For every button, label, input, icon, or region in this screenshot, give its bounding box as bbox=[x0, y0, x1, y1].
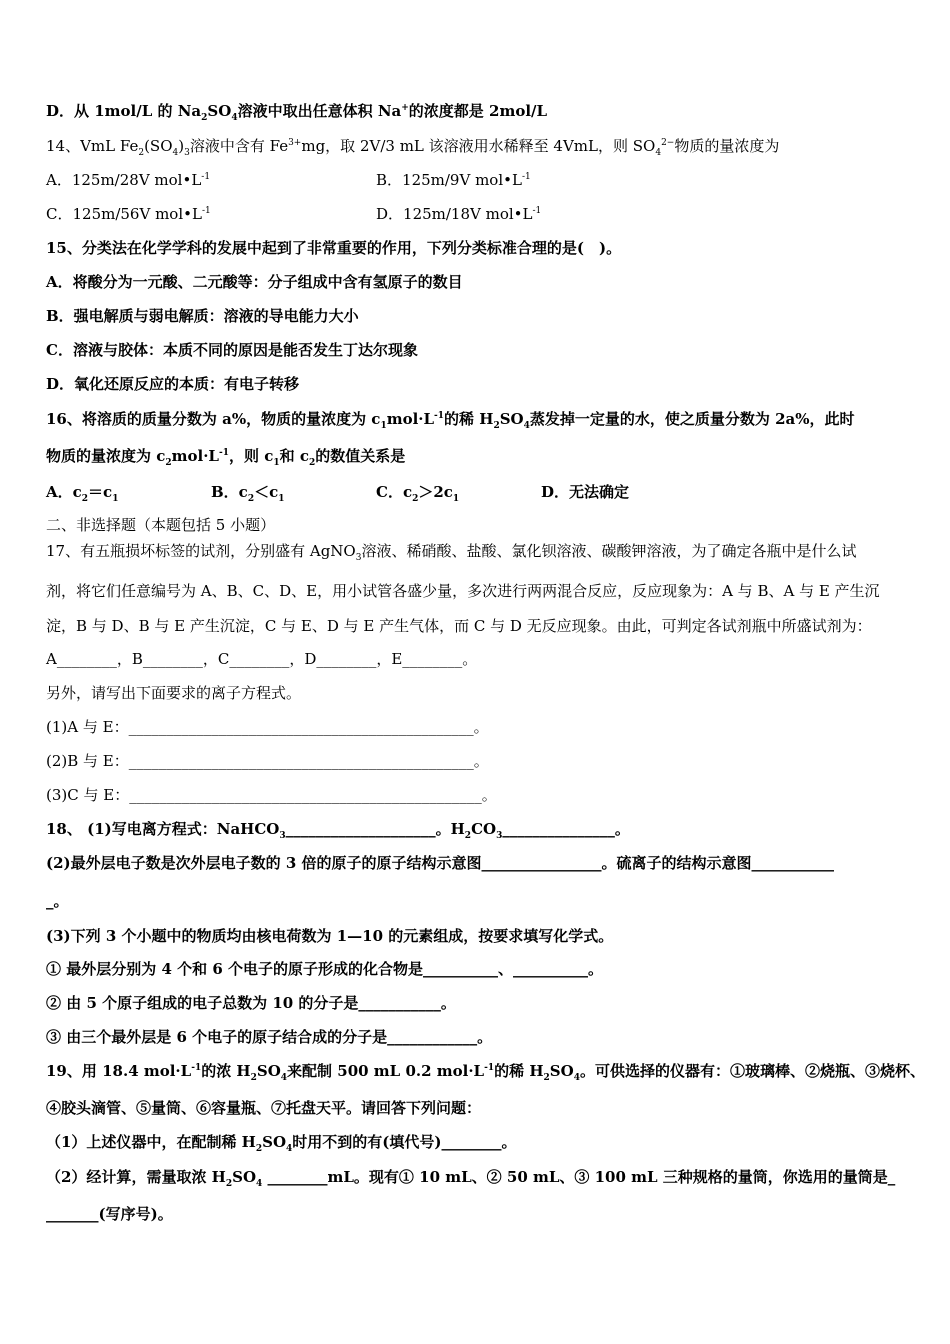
text-run: 另外，请写出下面要求的离子方程式。 bbox=[46, 684, 302, 702]
text-run: 15、分类法在化学学科的发展中起到了非常重要的作用，下列分类标准合理的是( )。 bbox=[46, 239, 622, 257]
text-run: SO bbox=[549, 1062, 574, 1080]
text-run: C．c bbox=[376, 483, 413, 501]
q17-stem-2 bbox=[46, 581, 910, 601]
text-run: D．从 1mol/L 的 Na bbox=[46, 102, 202, 120]
supscript: -1 bbox=[484, 1063, 495, 1073]
subscript: 2 bbox=[412, 494, 419, 504]
text-run: 溶液、稀硝酸、盐酸、氯化钡溶液、碳酸钾溶液，为了确定各瓶中是什么试 bbox=[361, 542, 857, 560]
q16-stem-1 bbox=[46, 409, 910, 429]
text-run: 14、VmL Fe bbox=[46, 137, 139, 155]
text-run: 18、 (1)写电离方程式：NaHCO bbox=[46, 820, 280, 838]
supscript: -1 bbox=[434, 411, 445, 421]
supscript: 2− bbox=[661, 138, 675, 148]
text-run: （1）上述仪器中，在配制稀 H bbox=[46, 1133, 256, 1151]
option-a bbox=[46, 204, 211, 224]
option-d bbox=[541, 482, 629, 502]
text-run: ① 最外层分别为 4 个和 6 个电子的原子形成的化合物是__________、__________。 bbox=[46, 960, 603, 978]
text-run: 的数值关系是 bbox=[315, 447, 406, 465]
text-run: 物质的量浓度为 bbox=[674, 137, 780, 155]
text-run: SO bbox=[256, 1062, 281, 1080]
text-run: A．将酸分为一元酸、二元酸等：分子组成中含有氢原子的数目 bbox=[46, 273, 463, 291]
subscript: 2 bbox=[225, 1179, 233, 1189]
supscript: -1 bbox=[201, 172, 211, 182]
option-a bbox=[46, 482, 118, 502]
text-run: 淀，B 与 D、B 与 E 产生沉淀，C 与 E、D 与 E 产生气体，而 C 与 D 无反应现象。由此，可判定各试剂瓶中所盛试剂为： bbox=[46, 617, 872, 635]
text-run: 。可供选择的仪器有：①玻璃棒、②烧瓶、③烧杯、 bbox=[579, 1062, 925, 1080]
text-run: 的稀 H bbox=[444, 410, 494, 428]
text-run: (3)下列 3 个小题中的物质均由核电荷数为 1—10 的元素组成，按要求填写化学式。 bbox=[46, 927, 614, 945]
text-run: B．c bbox=[211, 483, 248, 501]
text-run: 19、用 18.4 mol·L bbox=[46, 1062, 192, 1080]
text-run: mg，取 2V/3 mL 该溶液用水稀释至 4VmL，则 SO bbox=[301, 137, 656, 155]
text-run: A．c bbox=[46, 483, 82, 501]
q19-part-2 bbox=[46, 1167, 910, 1187]
q18-part-3-1 bbox=[46, 959, 910, 979]
text-run: C．溶液与胶体：本质不同的原因是能否发生丁达尔现象 bbox=[46, 341, 418, 359]
q19-stem-2 bbox=[46, 1098, 910, 1118]
subscript: 3 bbox=[184, 148, 190, 158]
subscript: 1 bbox=[380, 421, 387, 431]
q19-part-1 bbox=[46, 1132, 910, 1152]
subscript: 3 bbox=[355, 553, 362, 563]
section-2-heading bbox=[46, 515, 910, 535]
q18-part-3-2 bbox=[46, 993, 910, 1013]
text-run: ＜c bbox=[254, 483, 279, 501]
text-run: B．强电解质与弱电解质：溶液的导电能力大小 bbox=[46, 307, 359, 325]
text-run: ③ 由三个最外层是 6 个电子的原子结合成的分子是____________。 bbox=[46, 1028, 493, 1046]
q18-part-3-3 bbox=[46, 1027, 910, 1047]
subscript: 4 bbox=[280, 1073, 288, 1083]
text-run: 16、将溶质的质量分数为 a%，物质的量浓度为 c bbox=[46, 410, 381, 428]
q17-blanks bbox=[46, 649, 910, 669]
subscript: 3 bbox=[279, 831, 286, 841]
text-run: (2)最外层电子数是次外层电子数的 3 倍的原子的原子结构示意图________________。硫离子的结构示意图___________ bbox=[46, 854, 835, 872]
q15-option-b bbox=[46, 306, 910, 326]
text-run: 溶液中取出任意体积 Na bbox=[237, 102, 402, 120]
text-run: 时用不到的有(填代号)________。 bbox=[292, 1133, 517, 1151]
text-run: SO bbox=[232, 1168, 257, 1186]
text-run: _。 bbox=[46, 892, 69, 910]
text-run: 物质的量浓度为 c bbox=[46, 447, 166, 465]
text-run: _______________。 bbox=[502, 820, 630, 838]
q15-option-d bbox=[46, 374, 910, 394]
option-b bbox=[211, 482, 284, 502]
text-run: ) bbox=[178, 137, 185, 155]
text-run: 剂，将它们任意编号为 A、B、C、D、E，用小试管各盛少量，多次进行两两混合反应，反应现象为：A 与 B、A 与 E 产生沉 bbox=[46, 582, 880, 600]
text-run: ____________________。H bbox=[285, 820, 465, 838]
q19-stem-1 bbox=[46, 1061, 925, 1083]
text-run: CO bbox=[471, 820, 497, 838]
q15-option-a bbox=[46, 272, 910, 292]
q16-stem-2 bbox=[46, 446, 910, 466]
text-run: (2)B 与 E：______________________________________________。 bbox=[46, 752, 489, 770]
subscript: 2 bbox=[543, 1073, 550, 1083]
text-run: 的浓 H bbox=[201, 1062, 251, 1080]
text-run: D．125m/18V mol•L bbox=[376, 205, 533, 223]
subscript: 2 bbox=[247, 494, 255, 504]
q17-ionic-prompt bbox=[46, 683, 910, 703]
text-run: SO bbox=[499, 410, 524, 428]
q18-part-2-end bbox=[46, 891, 910, 911]
q18-part-2 bbox=[46, 853, 910, 873]
text-run: 17、有五瓶损坏标签的试剂，分别盛有 AgNO bbox=[46, 542, 356, 560]
q18-part-1 bbox=[46, 819, 910, 839]
q15-stem bbox=[46, 238, 910, 258]
q17-stem-1 bbox=[46, 541, 910, 561]
subscript: 1 bbox=[278, 494, 285, 504]
text-run: ④胶头滴管、⑤量筒、⑥容量瓶、⑦托盘天平。请回答下列问题： bbox=[46, 1099, 482, 1117]
option-b bbox=[376, 170, 531, 190]
subscript: 4 bbox=[286, 1144, 293, 1154]
text-run: ② 由 5 个原子组成的电子总数为 10 的分子是___________。 bbox=[46, 994, 456, 1012]
text-run: 溶液中含有 Fe bbox=[189, 137, 289, 155]
subscript: 4 bbox=[655, 148, 662, 158]
text-run: B．125m/9V mol•L bbox=[376, 171, 522, 189]
q15-option-c bbox=[46, 340, 910, 360]
text-run: ＞2c bbox=[418, 483, 453, 501]
q17-part-2 bbox=[46, 751, 910, 771]
text-run: D．无法确定 bbox=[541, 483, 630, 501]
subscript: 2 bbox=[308, 458, 316, 468]
q13-option-d bbox=[46, 101, 910, 121]
text-run: 的稀 H bbox=[494, 1062, 544, 1080]
text-run: （2）经计算，需量取浓 H bbox=[46, 1168, 226, 1186]
option-c bbox=[376, 482, 459, 502]
text-run: 的浓度都是 2mol/L bbox=[408, 102, 548, 120]
q17-part-1 bbox=[46, 717, 910, 737]
subscript: 2 bbox=[81, 494, 89, 504]
supscript: -1 bbox=[201, 206, 211, 216]
subscript: 4 bbox=[256, 1179, 263, 1189]
text-run: ＝c bbox=[88, 483, 113, 501]
text-run: SO bbox=[262, 1133, 287, 1151]
text-run: (SO bbox=[144, 137, 173, 155]
q17-stem-3 bbox=[46, 616, 910, 636]
q17-part-3 bbox=[46, 785, 910, 805]
subscript: 2 bbox=[255, 1144, 263, 1154]
text-run: 和 c bbox=[279, 447, 309, 465]
text-run: A________，B________，C________，D________，E________。 bbox=[46, 650, 478, 668]
subscript: 4 bbox=[523, 421, 530, 431]
text-run: _______(写序号)。 bbox=[46, 1205, 173, 1223]
subscript: 2 bbox=[493, 421, 500, 431]
text-run: mol·L bbox=[386, 410, 435, 428]
text-run: (3)C 与 E：_______________________________________________。 bbox=[46, 786, 497, 804]
supscript: -1 bbox=[532, 206, 542, 216]
subscript: 2 bbox=[165, 458, 172, 468]
option-b bbox=[376, 204, 541, 224]
subscript: 1 bbox=[452, 494, 460, 504]
text-run: 二、非选择题（本题包括 5 小题） bbox=[46, 516, 276, 534]
text-run: C．125m/56V mol•L bbox=[46, 205, 202, 223]
subscript: 2 bbox=[250, 1073, 257, 1083]
supscript: 3+ bbox=[288, 138, 302, 148]
subscript: 4 bbox=[172, 148, 179, 158]
supscript: + bbox=[401, 103, 409, 113]
subscript: 2 bbox=[201, 113, 208, 123]
q14-stem bbox=[46, 136, 910, 156]
supscript: -1 bbox=[191, 1063, 202, 1073]
text-run: 来配制 500 mL 0.2 mol·L bbox=[287, 1062, 485, 1080]
text-run: mol·L bbox=[171, 447, 219, 465]
text-run: 蒸发掉一定量的水，使之质量分数为 2a%，此时 bbox=[529, 410, 855, 428]
supscript: -1 bbox=[218, 448, 229, 458]
subscript: 1 bbox=[273, 458, 280, 468]
text-run: SO bbox=[207, 102, 232, 120]
subscript: 1 bbox=[112, 494, 119, 504]
subscript: 3 bbox=[496, 831, 503, 841]
text-run: ________mL。现有① 10 mL、② 50 mL、③ 100 mL 三种规格的量筒，你选用的量筒是_ bbox=[262, 1168, 896, 1186]
subscript: 2 bbox=[464, 831, 472, 841]
text-run: D．氧化还原反应的本质：有电子转移 bbox=[46, 375, 300, 393]
q19-part-2-end bbox=[46, 1204, 910, 1224]
subscript: 4 bbox=[231, 113, 238, 123]
subscript: 2 bbox=[138, 148, 145, 158]
text-run: ，则 c bbox=[228, 447, 274, 465]
text-run: A．125m/28V mol•L bbox=[46, 171, 202, 189]
text-run: (1)A 与 E：______________________________________________。 bbox=[46, 718, 489, 736]
subscript: 4 bbox=[573, 1073, 580, 1083]
supscript: -1 bbox=[521, 172, 531, 182]
option-a bbox=[46, 170, 210, 190]
q18-part-3 bbox=[46, 926, 910, 946]
